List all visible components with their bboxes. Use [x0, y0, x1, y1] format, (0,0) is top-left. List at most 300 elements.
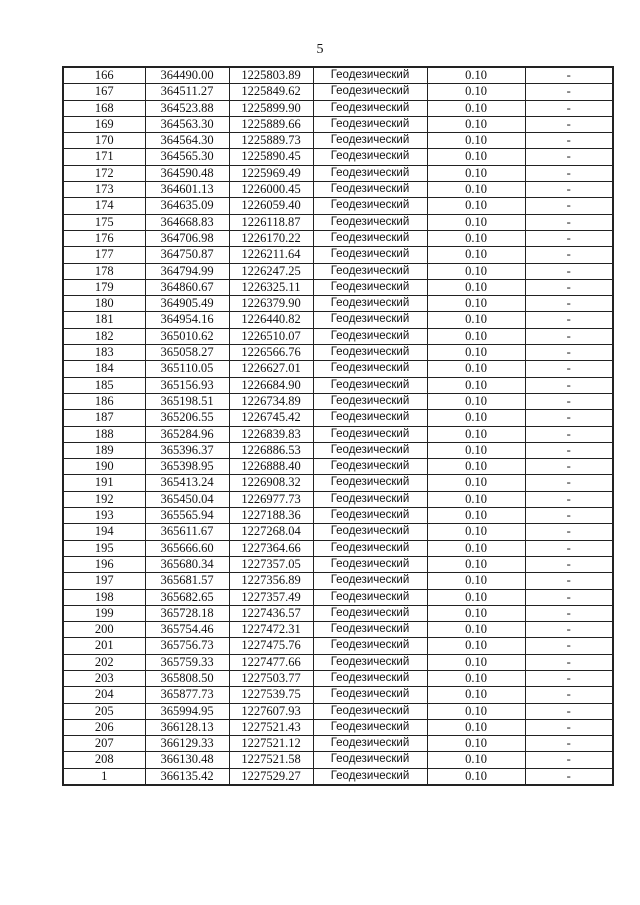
accuracy-cell: 0.10 [427, 540, 525, 556]
point-number-cell: 208 [63, 752, 145, 768]
determination-method-cell: Геодезический [313, 736, 427, 752]
coord-x-cell: 365284.96 [145, 426, 229, 442]
point-number-cell: 193 [63, 508, 145, 524]
point-number-cell: 196 [63, 556, 145, 572]
accuracy-cell: 0.10 [427, 149, 525, 165]
table-row [63, 67, 613, 84]
point-number-cell: 182 [63, 328, 145, 344]
description-cell: - [525, 116, 613, 132]
coord-y-cell: 1226839.83 [229, 426, 313, 442]
coord-x-cell: 365756.73 [145, 638, 229, 654]
coord-y-cell: 1226118.87 [229, 214, 313, 230]
coord-x-cell: 365198.51 [145, 393, 229, 409]
coord-x-cell: 365156.93 [145, 377, 229, 393]
determination-method-cell: Геодезический [313, 719, 427, 735]
table-row [63, 377, 613, 393]
determination-method-cell: Геодезический [313, 116, 427, 132]
coord-x-cell: 365110.05 [145, 361, 229, 377]
determination-method-cell: Геодезический [313, 393, 427, 409]
coord-y-cell: 1227357.49 [229, 589, 313, 605]
determination-method-cell: Геодезический [313, 165, 427, 181]
table-row [63, 116, 613, 132]
accuracy-cell: 0.10 [427, 703, 525, 719]
coord-x-cell: 364563.30 [145, 116, 229, 132]
description-cell: - [525, 654, 613, 670]
coord-x-cell: 365666.60 [145, 540, 229, 556]
determination-method-cell: Геодезический [313, 459, 427, 475]
description-cell: - [525, 361, 613, 377]
coord-x-cell: 366135.42 [145, 768, 229, 785]
coord-y-cell: 1226566.76 [229, 345, 313, 361]
coord-y-cell: 1225899.90 [229, 100, 313, 116]
point-number-cell: 188 [63, 426, 145, 442]
table-row [63, 556, 613, 572]
coord-y-cell: 1225849.62 [229, 84, 313, 100]
coord-y-cell: 1227364.66 [229, 540, 313, 556]
accuracy-cell: 0.10 [427, 475, 525, 491]
determination-method-cell: Геодезический [313, 133, 427, 149]
table-row [63, 296, 613, 312]
table-row [63, 622, 613, 638]
determination-method-cell: Геодезический [313, 589, 427, 605]
accuracy-cell: 0.10 [427, 442, 525, 458]
coord-x-cell: 365808.50 [145, 670, 229, 686]
determination-method-cell: Геодезический [313, 214, 427, 230]
coord-x-cell: 365681.57 [145, 573, 229, 589]
coord-x-cell: 364668.83 [145, 214, 229, 230]
coord-x-cell: 364490.00 [145, 67, 229, 84]
coord-y-cell: 1227475.76 [229, 638, 313, 654]
point-number-cell: 173 [63, 182, 145, 198]
coord-x-cell: 364635.09 [145, 198, 229, 214]
determination-method-cell: Геодезический [313, 768, 427, 785]
point-number-cell: 192 [63, 491, 145, 507]
coord-y-cell: 1227539.75 [229, 687, 313, 703]
coord-y-cell: 1225969.49 [229, 165, 313, 181]
coord-x-cell: 365877.73 [145, 687, 229, 703]
coord-y-cell: 1226379.90 [229, 296, 313, 312]
coord-x-cell: 365994.95 [145, 703, 229, 719]
coord-x-cell: 365754.46 [145, 622, 229, 638]
coord-x-cell: 365611.67 [145, 524, 229, 540]
determination-method-cell: Геодезический [313, 556, 427, 572]
point-number-cell: 198 [63, 589, 145, 605]
table-row [63, 247, 613, 263]
coord-y-cell: 1225890.45 [229, 149, 313, 165]
point-number-cell: 201 [63, 638, 145, 654]
coord-y-cell: 1227477.66 [229, 654, 313, 670]
description-cell: - [525, 442, 613, 458]
point-number-cell: 174 [63, 198, 145, 214]
description-cell: - [525, 67, 613, 84]
coord-y-cell: 1226440.82 [229, 312, 313, 328]
determination-method-cell: Геодезический [313, 345, 427, 361]
point-number-cell: 175 [63, 214, 145, 230]
coord-y-cell: 1227357.05 [229, 556, 313, 572]
determination-method-cell: Геодезический [313, 540, 427, 556]
determination-method-cell: Геодезический [313, 654, 427, 670]
coord-y-cell: 1226627.01 [229, 361, 313, 377]
description-cell: - [525, 214, 613, 230]
description-cell: - [525, 491, 613, 507]
determination-method-cell: Геодезический [313, 84, 427, 100]
coord-x-cell: 366129.33 [145, 736, 229, 752]
point-number-cell: 195 [63, 540, 145, 556]
table-row [63, 475, 613, 491]
determination-method-cell: Геодезический [313, 622, 427, 638]
coord-y-cell: 1227436.57 [229, 605, 313, 621]
description-cell: - [525, 133, 613, 149]
coord-x-cell: 364706.98 [145, 230, 229, 246]
table-row [63, 654, 613, 670]
coord-y-cell: 1227521.43 [229, 719, 313, 735]
table-row [63, 198, 613, 214]
table-row [63, 719, 613, 735]
description-cell: - [525, 540, 613, 556]
point-number-cell: 186 [63, 393, 145, 409]
coord-y-cell: 1226684.90 [229, 377, 313, 393]
description-cell: - [525, 182, 613, 198]
coord-y-cell: 1227356.89 [229, 573, 313, 589]
accuracy-cell: 0.10 [427, 133, 525, 149]
table-row [63, 361, 613, 377]
description-cell: - [525, 393, 613, 409]
description-cell: - [525, 638, 613, 654]
determination-method-cell: Геодезический [313, 605, 427, 621]
description-cell: - [525, 410, 613, 426]
accuracy-cell: 0.10 [427, 410, 525, 426]
description-cell: - [525, 459, 613, 475]
point-number-cell: 184 [63, 361, 145, 377]
point-number-cell: 202 [63, 654, 145, 670]
accuracy-cell: 0.10 [427, 508, 525, 524]
coord-y-cell: 1226211.64 [229, 247, 313, 263]
point-number-cell: 187 [63, 410, 145, 426]
accuracy-cell: 0.10 [427, 182, 525, 198]
table-row [63, 459, 613, 475]
table-row [63, 149, 613, 165]
description-cell: - [525, 149, 613, 165]
coord-x-cell: 364860.67 [145, 279, 229, 295]
accuracy-cell: 0.10 [427, 752, 525, 768]
determination-method-cell: Геодезический [313, 263, 427, 279]
description-cell: - [525, 377, 613, 393]
table-row [63, 605, 613, 621]
coord-y-cell: 1227521.12 [229, 736, 313, 752]
description-cell: - [525, 589, 613, 605]
coord-y-cell: 1226325.11 [229, 279, 313, 295]
accuracy-cell: 0.10 [427, 622, 525, 638]
coord-x-cell: 364511.27 [145, 84, 229, 100]
coord-x-cell: 365058.27 [145, 345, 229, 361]
description-cell: - [525, 312, 613, 328]
determination-method-cell: Геодезический [313, 230, 427, 246]
table-row [63, 687, 613, 703]
accuracy-cell: 0.10 [427, 654, 525, 670]
coord-y-cell: 1226059.40 [229, 198, 313, 214]
point-number-cell: 181 [63, 312, 145, 328]
coord-x-cell: 364564.30 [145, 133, 229, 149]
description-cell: - [525, 622, 613, 638]
coord-y-cell: 1227521.58 [229, 752, 313, 768]
point-number-cell: 205 [63, 703, 145, 719]
accuracy-cell: 0.10 [427, 638, 525, 654]
table-row [63, 703, 613, 719]
coord-x-cell: 364565.30 [145, 149, 229, 165]
coord-y-cell: 1225889.66 [229, 116, 313, 132]
description-cell: - [525, 508, 613, 524]
coord-y-cell: 1226247.25 [229, 263, 313, 279]
point-number-cell: 170 [63, 133, 145, 149]
table-row [63, 508, 613, 524]
determination-method-cell: Геодезический [313, 296, 427, 312]
accuracy-cell: 0.10 [427, 345, 525, 361]
description-cell: - [525, 279, 613, 295]
coord-y-cell: 1226745.42 [229, 410, 313, 426]
accuracy-cell: 0.10 [427, 393, 525, 409]
accuracy-cell: 0.10 [427, 247, 525, 263]
point-number-cell: 206 [63, 719, 145, 735]
point-number-cell: 204 [63, 687, 145, 703]
page-number: 5 [316, 42, 324, 57]
accuracy-cell: 0.10 [427, 573, 525, 589]
coord-y-cell: 1226888.40 [229, 459, 313, 475]
coord-x-cell: 365728.18 [145, 605, 229, 621]
description-cell: - [525, 426, 613, 442]
coord-x-cell: 364794.99 [145, 263, 229, 279]
accuracy-cell: 0.10 [427, 736, 525, 752]
point-number-cell: 178 [63, 263, 145, 279]
description-cell: - [525, 736, 613, 752]
table-row [63, 442, 613, 458]
description-cell: - [525, 605, 613, 621]
point-number-cell: 1 [63, 768, 145, 785]
description-cell: - [525, 345, 613, 361]
point-number-cell: 167 [63, 84, 145, 100]
determination-method-cell: Геодезический [313, 198, 427, 214]
table-row [63, 752, 613, 768]
coord-y-cell: 1226170.22 [229, 230, 313, 246]
coord-x-cell: 366130.48 [145, 752, 229, 768]
table-row [63, 312, 613, 328]
determination-method-cell: Геодезический [313, 508, 427, 524]
table-row [63, 279, 613, 295]
coord-x-cell: 365682.65 [145, 589, 229, 605]
table-row [63, 328, 613, 344]
determination-method-cell: Геодезический [313, 442, 427, 458]
table-row [63, 524, 613, 540]
coord-x-cell: 365398.95 [145, 459, 229, 475]
coord-y-cell: 1227503.77 [229, 670, 313, 686]
point-number-cell: 199 [63, 605, 145, 621]
coord-x-cell: 364905.49 [145, 296, 229, 312]
table-row [63, 165, 613, 181]
coord-y-cell: 1227268.04 [229, 524, 313, 540]
description-cell: - [525, 524, 613, 540]
coord-x-cell: 365010.62 [145, 328, 229, 344]
point-number-cell: 180 [63, 296, 145, 312]
coord-y-cell: 1226977.73 [229, 491, 313, 507]
accuracy-cell: 0.10 [427, 230, 525, 246]
accuracy-cell: 0.10 [427, 426, 525, 442]
description-cell: - [525, 670, 613, 686]
table-row [63, 100, 613, 116]
determination-method-cell: Геодезический [313, 703, 427, 719]
accuracy-cell: 0.10 [427, 556, 525, 572]
accuracy-cell: 0.10 [427, 296, 525, 312]
description-cell: - [525, 263, 613, 279]
description-cell: - [525, 230, 613, 246]
table-row [63, 133, 613, 149]
point-number-cell: 207 [63, 736, 145, 752]
accuracy-cell: 0.10 [427, 165, 525, 181]
coord-y-cell: 1225889.73 [229, 133, 313, 149]
coord-x-cell: 365396.37 [145, 442, 229, 458]
coord-y-cell: 1226908.32 [229, 475, 313, 491]
table-row [63, 540, 613, 556]
determination-method-cell: Геодезический [313, 670, 427, 686]
accuracy-cell: 0.10 [427, 377, 525, 393]
coord-y-cell: 1226510.07 [229, 328, 313, 344]
point-number-cell: 200 [63, 622, 145, 638]
accuracy-cell: 0.10 [427, 67, 525, 84]
coord-y-cell: 1227188.36 [229, 508, 313, 524]
description-cell: - [525, 165, 613, 181]
point-number-cell: 203 [63, 670, 145, 686]
coord-x-cell: 365680.34 [145, 556, 229, 572]
coord-x-cell: 366128.13 [145, 719, 229, 735]
table-row [63, 736, 613, 752]
point-number-cell: 168 [63, 100, 145, 116]
table-row [63, 638, 613, 654]
accuracy-cell: 0.10 [427, 84, 525, 100]
accuracy-cell: 0.10 [427, 687, 525, 703]
coord-x-cell: 364750.87 [145, 247, 229, 263]
accuracy-cell: 0.10 [427, 312, 525, 328]
coord-y-cell: 1227607.93 [229, 703, 313, 719]
point-number-cell: 171 [63, 149, 145, 165]
accuracy-cell: 0.10 [427, 198, 525, 214]
accuracy-cell: 0.10 [427, 459, 525, 475]
accuracy-cell: 0.10 [427, 214, 525, 230]
determination-method-cell: Геодезический [313, 279, 427, 295]
determination-method-cell: Геодезический [313, 100, 427, 116]
determination-method-cell: Геодезический [313, 328, 427, 344]
coord-x-cell: 365413.24 [145, 475, 229, 491]
table-row [63, 589, 613, 605]
accuracy-cell: 0.10 [427, 361, 525, 377]
table-row [63, 491, 613, 507]
point-number-cell: 172 [63, 165, 145, 181]
coord-x-cell: 365759.33 [145, 654, 229, 670]
coord-x-cell: 364954.16 [145, 312, 229, 328]
table-row [63, 182, 613, 198]
accuracy-cell: 0.10 [427, 100, 525, 116]
point-number-cell: 169 [63, 116, 145, 132]
table-row [63, 84, 613, 100]
accuracy-cell: 0.10 [427, 116, 525, 132]
accuracy-cell: 0.10 [427, 263, 525, 279]
determination-method-cell: Геодезический [313, 491, 427, 507]
description-cell: - [525, 100, 613, 116]
table-row [63, 230, 613, 246]
accuracy-cell: 0.10 [427, 279, 525, 295]
determination-method-cell: Геодезический [313, 149, 427, 165]
description-cell: - [525, 198, 613, 214]
point-number-cell: 177 [63, 247, 145, 263]
description-cell: - [525, 752, 613, 768]
table-row [63, 393, 613, 409]
point-number-cell: 185 [63, 377, 145, 393]
description-cell: - [525, 719, 613, 735]
coord-y-cell: 1227529.27 [229, 768, 313, 785]
coord-y-cell: 1225803.89 [229, 67, 313, 84]
accuracy-cell: 0.10 [427, 605, 525, 621]
coordinates-table-body [63, 67, 613, 785]
accuracy-cell: 0.10 [427, 768, 525, 785]
determination-method-cell: Геодезический [313, 67, 427, 84]
point-number-cell: 179 [63, 279, 145, 295]
description-cell: - [525, 84, 613, 100]
determination-method-cell: Геодезический [313, 182, 427, 198]
coord-x-cell: 365450.04 [145, 491, 229, 507]
table-row [63, 670, 613, 686]
table-row [63, 410, 613, 426]
description-cell: - [525, 687, 613, 703]
point-number-cell: 189 [63, 442, 145, 458]
determination-method-cell: Геодезический [313, 247, 427, 263]
determination-method-cell: Геодезический [313, 377, 427, 393]
point-number-cell: 190 [63, 459, 145, 475]
table-row [63, 263, 613, 279]
accuracy-cell: 0.10 [427, 719, 525, 735]
coord-x-cell: 364590.48 [145, 165, 229, 181]
determination-method-cell: Геодезический [313, 638, 427, 654]
determination-method-cell: Геодезический [313, 752, 427, 768]
determination-method-cell: Геодезический [313, 524, 427, 540]
accuracy-cell: 0.10 [427, 328, 525, 344]
determination-method-cell: Геодезический [313, 687, 427, 703]
coord-x-cell: 365565.94 [145, 508, 229, 524]
coord-y-cell: 1226734.89 [229, 393, 313, 409]
description-cell: - [525, 296, 613, 312]
description-cell: - [525, 475, 613, 491]
determination-method-cell: Геодезический [313, 426, 427, 442]
coord-x-cell: 365206.55 [145, 410, 229, 426]
determination-method-cell: Геодезический [313, 312, 427, 328]
point-number-cell: 197 [63, 573, 145, 589]
point-number-cell: 191 [63, 475, 145, 491]
accuracy-cell: 0.10 [427, 491, 525, 507]
table-row [63, 214, 613, 230]
determination-method-cell: Геодезический [313, 361, 427, 377]
point-number-cell: 194 [63, 524, 145, 540]
accuracy-cell: 0.10 [427, 589, 525, 605]
point-number-cell: 183 [63, 345, 145, 361]
description-cell: - [525, 328, 613, 344]
table-row [63, 573, 613, 589]
accuracy-cell: 0.10 [427, 670, 525, 686]
point-number-cell: 176 [63, 230, 145, 246]
coord-x-cell: 364601.13 [145, 182, 229, 198]
determination-method-cell: Геодезический [313, 410, 427, 426]
description-cell: - [525, 703, 613, 719]
coord-y-cell: 1226886.53 [229, 442, 313, 458]
description-cell: - [525, 556, 613, 572]
description-cell: - [525, 247, 613, 263]
determination-method-cell: Геодезический [313, 573, 427, 589]
accuracy-cell: 0.10 [427, 524, 525, 540]
